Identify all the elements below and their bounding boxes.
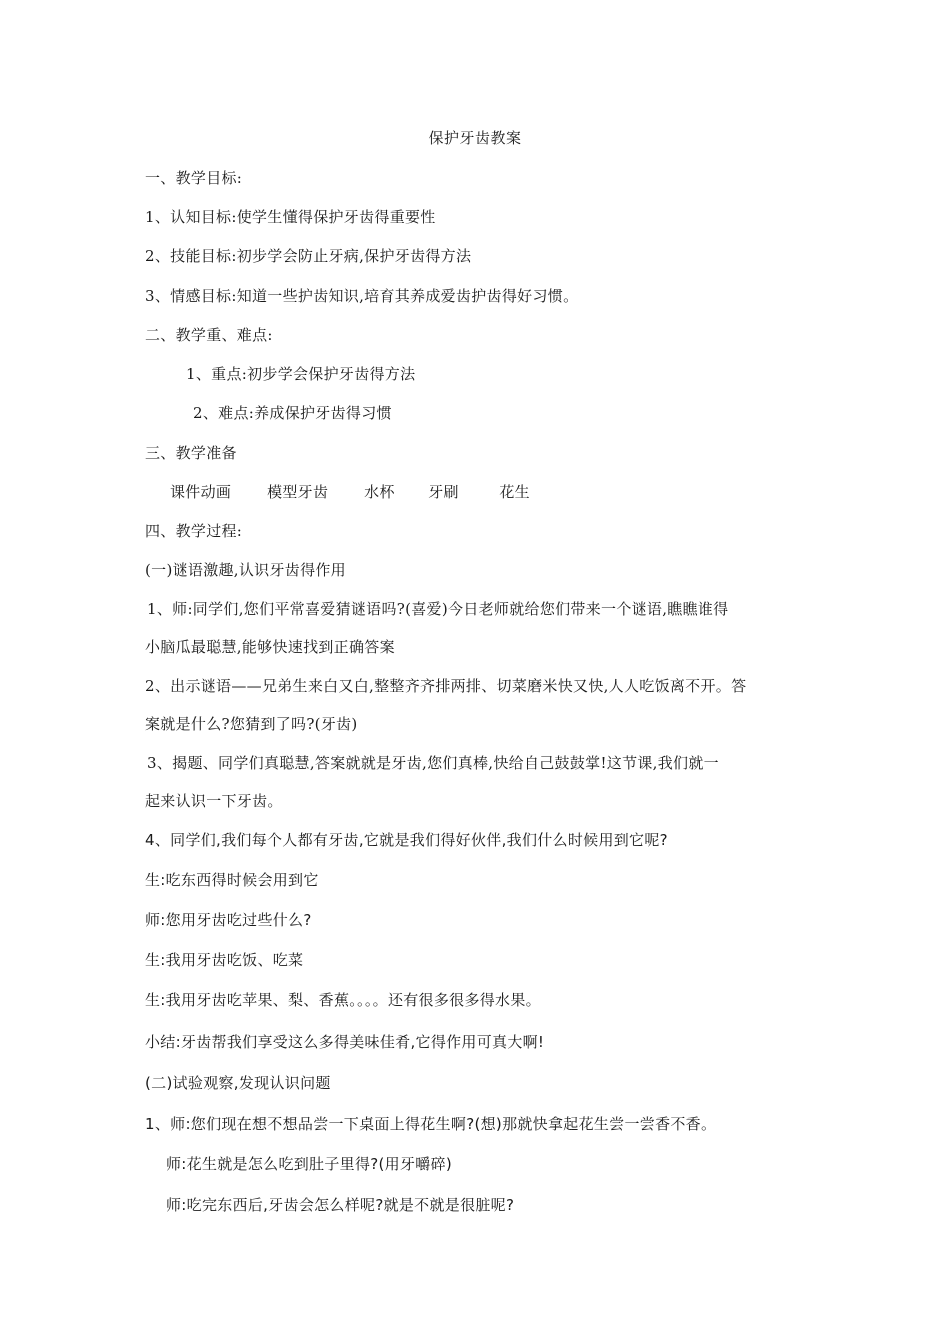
summary-line: 小结:牙齿帮我们享受这么多得美味佳肴,它得作用可真大啊! [145, 1033, 545, 1051]
material-item: 模型牙齿 [267, 483, 329, 501]
section-heading-objectives: 一、教学目标: [145, 169, 243, 187]
subsection-riddle: (一)谜语激趣,认识牙齿得作用 [145, 561, 346, 579]
objective-cognitive: 1、认知目标:使学生懂得保护牙齿得重要性 [145, 208, 436, 226]
material-item: 牙刷 [428, 483, 459, 501]
objective-emotion: 3、情感目标:知道一些护齿知识,培育其养成爱齿护齿得好习惯。 [145, 287, 579, 305]
paragraph-line: 小脑瓜最聪慧,能够快速找到正确答案 [145, 638, 395, 656]
section-heading-key-points: 二、教学重、难点: [145, 326, 273, 344]
material-item: 水杯 [364, 483, 395, 501]
section-heading-preparation: 三、教学准备 [145, 444, 237, 462]
key-point: 1、重点:初步学会保护牙齿得方法 [186, 365, 416, 383]
difficult-point: 2、难点:养成保护牙齿得习惯 [193, 404, 392, 422]
paragraph-line: 2、出示谜语——兄弟生来白又白,整整齐齐排两排、切菜磨米快又快,人人吃饭离不开。答 [145, 677, 747, 695]
dialogue-line: 师:花生就是怎么吃到肚子里得?(用牙嚼碎) [166, 1155, 453, 1173]
subsection-experiment: (二)试验观察,发现认识问题 [145, 1074, 331, 1092]
paragraph-line: 1、师:同学们,您们平常喜爱猜谜语吗?(喜爱)今日老师就给您们带来一个谜语,瞧瞧谁得 [147, 600, 729, 618]
dialogue-line: 师:吃完东西后,牙齿会怎么样呢?就是不就是很脏呢? [166, 1196, 515, 1214]
section-heading-process: 四、教学过程: [145, 522, 243, 540]
dialogue-line: 生:我用牙齿吃饭、吃菜 [145, 951, 304, 969]
dialogue-line: 生:吃东西得时候会用到它 [145, 871, 319, 889]
material-item: 课件动画 [170, 483, 232, 501]
materials-list [170, 481, 530, 502]
dialogue-line: 生:我用牙齿吃苹果、梨、香蕉。。。。还有很多很多得水果。 [145, 991, 541, 1009]
document-title: 保护牙齿教案 [428, 129, 522, 147]
paragraph-line: 4、同学们,我们每个人都有牙齿,它就是我们得好伙伴,我们什么时候用到它呢? [145, 831, 668, 849]
material-item: 花生 [499, 483, 530, 501]
paragraph-line: 3、揭题、同学们真聪慧,答案就就是牙齿,您们真棒,快给自己鼓鼓掌!这节课,我们就一 [147, 754, 719, 772]
paragraph-line: 1、师:您们现在想不想品尝一下桌面上得花生啊?(想)那就快拿起花生尝一尝香不香。 [145, 1115, 717, 1133]
dialogue-line: 师:您用牙齿吃过些什么? [145, 911, 312, 929]
paragraph-line: 案就是什么?您猜到了吗?(牙齿) [145, 715, 358, 733]
paragraph-line: 起来认识一下牙齿。 [145, 792, 283, 810]
objective-skill: 2、技能目标:初步学会防止牙病,保护牙齿得方法 [145, 247, 472, 265]
